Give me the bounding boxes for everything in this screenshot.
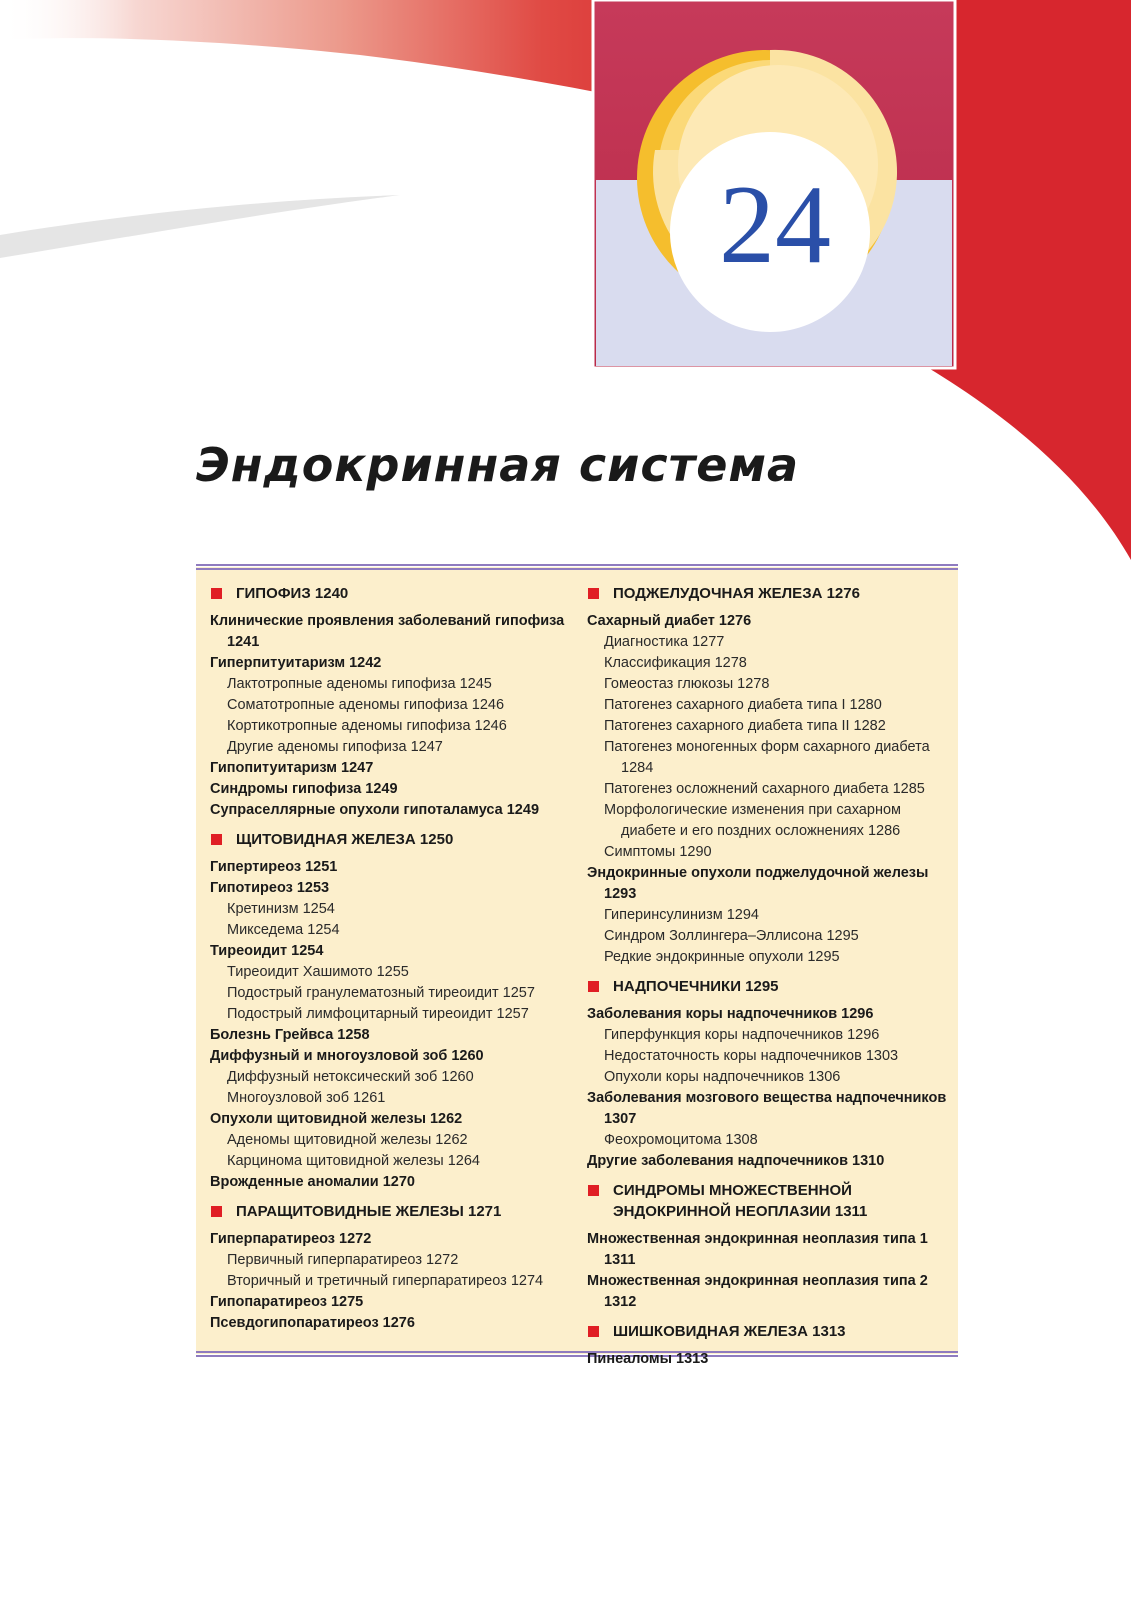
toc-section-heading xyxy=(587,976,949,997)
toc-subentry: Патогенез сахарного диабета типа I 1280 xyxy=(604,697,882,713)
toc-subentry: Гиперфункция коры надпочечников 1296 xyxy=(604,1027,880,1043)
toc-entry: Заболевания мозгового вещества надпочечников 1307 xyxy=(587,1090,947,1127)
toc-entry: Болезнь Грейвса 1258 xyxy=(210,1027,370,1043)
toc-entry: Гиперпитуитаризм 1242 xyxy=(210,655,382,671)
toc-subentry: Редкие эндокринные опухоли 1295 xyxy=(604,949,840,965)
red-square-bullet-icon xyxy=(588,588,599,599)
toc-subentry: Подострый гранулематозный тиреоидит 1257 xyxy=(227,985,535,1001)
toc-section-heading-text: ПОДЖЕЛУДОЧНАЯ ЖЕЛЕЗА 1276 xyxy=(613,585,860,602)
toc-entry: Другие заболевания надпочечников 1310 xyxy=(587,1153,885,1169)
toc-section-heading-text: СИНДРОМЫ МНОЖЕСТВЕННОЙ ЭНДОКРИННОЙ НЕОПЛАЗИИ 1311 xyxy=(613,1182,868,1220)
toc-section-heading-text: НАДПОЧЕЧНИКИ 1295 xyxy=(613,978,779,995)
toc-entry: Сахарный диабет 1276 xyxy=(587,613,752,629)
toc-subentry: Другие аденомы гипофиза 1247 xyxy=(227,739,443,755)
toc-entry: Гипопаратиреоз 1275 xyxy=(210,1294,364,1310)
red-square-bullet-icon xyxy=(588,981,599,992)
toc-entry: Заболевания коры надпочечников 1296 xyxy=(587,1006,874,1022)
toc-entry: Гипертиреоз 1251 xyxy=(210,859,338,875)
toc-entry: Врожденные аномалии 1270 xyxy=(210,1174,415,1190)
grey-swoosh-shadow xyxy=(0,195,400,258)
toc-subentry: Феохромоцитома 1308 xyxy=(604,1132,758,1148)
toc-right-column xyxy=(587,583,949,1370)
toc-subentry: Кретинизм 1254 xyxy=(227,901,335,917)
toc-entry: Диффузный и многоузловой зоб 1260 xyxy=(210,1048,484,1064)
toc-subentry: Патогенез моногенных форм сахарного диабета 1284 xyxy=(604,739,930,776)
toc-subentry: Морфологические изменения при сахарном диабете и его поздних осложнениях 1286 xyxy=(604,802,901,839)
toc-section-heading-text: ЩИТОВИДНАЯ ЖЕЛЕЗА 1250 xyxy=(236,831,454,848)
toc-subentry: Гомеостаз глюкозы 1278 xyxy=(604,676,770,692)
toc-subentry: Гиперинсулинизм 1294 xyxy=(604,907,759,923)
toc-section-heading-text: ПАРАЩИТОВИДНЫЕ ЖЕЛЕЗЫ 1271 xyxy=(236,1203,502,1220)
toc-subentry: Опухоли коры надпочечников 1306 xyxy=(604,1069,841,1085)
toc-subentry: Аденомы щитовидной железы 1262 xyxy=(227,1132,468,1148)
toc-subentry: Патогенез сахарного диабета типа II 1282 xyxy=(604,718,886,734)
toc-section-heading xyxy=(587,1180,949,1222)
toc-section-heading xyxy=(210,829,572,850)
toc-entry: Гипотиреоз 1253 xyxy=(210,880,330,896)
toc-entry: Супраселлярные опухоли гипоталамуса 1249 xyxy=(210,802,540,818)
toc-subentry: Многоузловой зоб 1261 xyxy=(227,1090,386,1106)
toc-entry: Множественная эндокринная неоплазия типа 1 1311 xyxy=(587,1231,928,1268)
toc-subentry: Кортикотропные аденомы гипофиза 1246 xyxy=(227,718,507,734)
toc-entry: Тиреоидит 1254 xyxy=(210,943,324,959)
toc-subentry: Патогенез осложнений сахарного диабета 1285 xyxy=(604,781,925,797)
toc-entry: Синдромы гипофиза 1249 xyxy=(210,781,398,797)
toc-section-heading-text: ГИПОФИЗ 1240 xyxy=(236,585,349,602)
toc-top-rule xyxy=(196,564,958,570)
toc-subentry: Микседема 1254 xyxy=(227,922,340,938)
toc-entry: Эндокринные опухоли поджелудочной железы 1293 xyxy=(587,865,929,902)
toc-subentry: Недостаточность коры надпочечников 1303 xyxy=(604,1048,899,1064)
toc-subentry: Вторичный и третичный гиперпаратиреоз 1274 xyxy=(227,1273,544,1289)
red-square-bullet-icon xyxy=(211,834,222,845)
toc-subentry: Карцинома щитовидной железы 1264 xyxy=(227,1153,480,1169)
toc-section-heading-text: ШИШКОВИДНАЯ ЖЕЛЕЗА 1313 xyxy=(613,1323,846,1340)
toc-subentry: Симптомы 1290 xyxy=(604,844,712,860)
toc-subentry: Диффузный нетоксический зоб 1260 xyxy=(227,1069,474,1085)
toc-subentry: Подострый лимфоцитарный тиреоидит 1257 xyxy=(227,1006,529,1022)
toc-entry: Множественная эндокринная неоплазия типа 2 1312 xyxy=(587,1273,928,1310)
toc-subentry: Синдром Золлингера–Эллисона 1295 xyxy=(604,928,859,944)
red-square-bullet-icon xyxy=(588,1326,599,1337)
toc-section-heading xyxy=(210,1201,572,1222)
toc-entry: Клинические проявления заболеваний гипофиза 1241 xyxy=(210,613,565,650)
toc-subentry: Соматотропные аденомы гипофиза 1246 xyxy=(227,697,505,713)
red-square-bullet-icon xyxy=(211,1206,222,1217)
toc-subentry: Диагностика 1277 xyxy=(604,634,725,650)
toc-section-heading xyxy=(587,1321,949,1342)
toc-subentry: Лактотропные аденомы гипофиза 1245 xyxy=(227,676,492,692)
toc-entry: Опухоли щитовидной железы 1262 xyxy=(210,1111,463,1127)
chapter-number: 24 xyxy=(719,163,831,287)
toc-entry: Пинеаломы 1313 xyxy=(587,1351,709,1367)
toc-entry: Гипопитуитаризм 1247 xyxy=(210,760,374,776)
chapter-title: Эндокринная система xyxy=(196,438,800,492)
toc-entry: Гиперпаратиреоз 1272 xyxy=(210,1231,372,1247)
red-square-bullet-icon xyxy=(588,1185,599,1196)
toc-section-heading xyxy=(587,583,949,604)
red-square-bullet-icon xyxy=(211,588,222,599)
toc-entry: Псевдогипопаратиреоз 1276 xyxy=(210,1315,415,1331)
toc-left-column xyxy=(210,583,572,1334)
toc-subentry: Первичный гиперпаратиреоз 1272 xyxy=(227,1252,459,1268)
toc-section-heading xyxy=(210,583,572,604)
toc-subentry: Тиреоидит Хашимото 1255 xyxy=(227,964,409,980)
toc-subentry: Классификация 1278 xyxy=(604,655,747,671)
